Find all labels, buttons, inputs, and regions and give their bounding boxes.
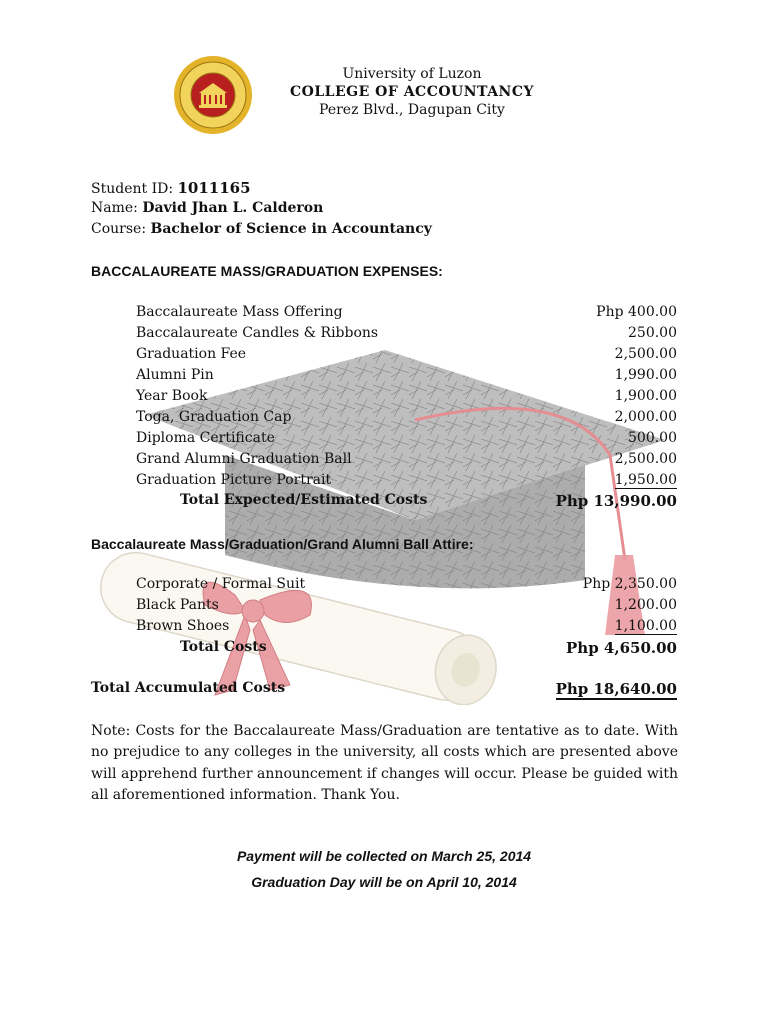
- attire-amount: 1,100.00: [614, 618, 677, 634]
- student-id-label: Student ID:: [91, 181, 174, 197]
- expense-label: Grand Alumni Graduation Ball: [136, 451, 352, 467]
- attire-row: [136, 597, 677, 617]
- student-name-line: [91, 200, 323, 216]
- expenses-total-row: [136, 492, 677, 512]
- expense-amount: 500.00: [628, 430, 677, 446]
- expense-row: [136, 304, 677, 324]
- student-course-value: Bachelor of Science in Accountancy: [150, 221, 432, 237]
- college-address: Perez Blvd., Dagupan City: [319, 102, 505, 118]
- expense-amount: Php 400.00: [596, 304, 677, 320]
- expenses-total-label: Total Expected/Estimated Costs: [180, 492, 428, 508]
- accumulated-total-amount: Php 18,640.00: [555, 680, 677, 698]
- attire-label: Corporate / Formal Suit: [136, 576, 306, 592]
- attire-amount: 1,200.00: [614, 597, 677, 613]
- expense-amount: 1,900.00: [614, 388, 677, 404]
- expense-label: Graduation Picture Portrait: [136, 472, 332, 488]
- expense-label: Alumni Pin: [136, 367, 214, 383]
- expense-label: Graduation Fee: [136, 346, 247, 362]
- expense-label: Diploma Certificate: [136, 430, 275, 446]
- expense-row: [136, 388, 677, 408]
- student-name-value: David Jhan L. Calderon: [142, 200, 324, 216]
- student-course-line: [91, 221, 432, 237]
- student-course-label: Course:: [91, 221, 147, 237]
- expenses-heading: BACCALAUREATE MASS/GRADUATION EXPENSES:: [91, 263, 443, 279]
- expense-label: Baccalaureate Mass Offering: [136, 304, 343, 320]
- note-paragraph: Note: Costs for the Baccalaureate Mass/Graduation are tentative as to date. With no prejudice to any colleges in the university, all costs which are presented above will apprehend further announcement if changes will occur. Please be guided with all aforementioned information. Thank You.: [91, 723, 678, 804]
- expense-label: Year Book: [136, 388, 208, 404]
- student-id-line: [91, 179, 251, 197]
- expense-row: [136, 430, 677, 450]
- student-id-value: 1011165: [177, 179, 251, 197]
- college-name: COLLEGE OF ACCOUNTANCY: [289, 84, 534, 100]
- expense-label: Baccalaureate Candles & Ribbons: [136, 325, 379, 341]
- expense-row: [136, 451, 677, 471]
- attire-total-row: [136, 639, 677, 659]
- payment-date-notice: Payment will be collected on March 25, 2014: [236, 848, 532, 864]
- accumulated-total-row: [91, 680, 677, 700]
- expense-amount: 250.00: [628, 325, 677, 341]
- attire-heading: Baccalaureate Mass/Graduation/Grand Alumni Ball Attire:: [91, 536, 474, 552]
- expense-row: [136, 346, 677, 366]
- student-name-label: Name:: [91, 200, 138, 216]
- expense-row: [136, 409, 677, 429]
- expense-amount: 2,500.00: [614, 451, 677, 467]
- expense-label: Toga, Graduation Cap: [136, 409, 292, 425]
- expense-row: [136, 472, 677, 492]
- accumulated-total-label: Total Accumulated Costs: [91, 680, 286, 696]
- attire-label: Black Pants: [136, 597, 219, 613]
- expenses-total-amount: Php 13,990.00: [555, 492, 677, 510]
- attire-row: [136, 618, 677, 638]
- graduation-date-notice: Graduation Day will be on April 10, 2014: [251, 874, 517, 890]
- expense-row: [136, 367, 677, 387]
- expense-amount: 2,000.00: [614, 409, 677, 425]
- attire-total-label: Total Costs: [180, 639, 267, 655]
- university-name: University of Luzon: [342, 66, 482, 82]
- expense-row: [136, 325, 677, 345]
- expense-amount: 1,950.00: [614, 472, 677, 488]
- expense-amount: 1,990.00: [614, 367, 677, 383]
- attire-row: [136, 576, 677, 596]
- attire-total-amount: Php 4,650.00: [566, 639, 677, 657]
- attire-label: Brown Shoes: [136, 618, 230, 634]
- expense-amount: 2,500.00: [614, 346, 677, 362]
- attire-amount: Php 2,350.00: [582, 576, 677, 592]
